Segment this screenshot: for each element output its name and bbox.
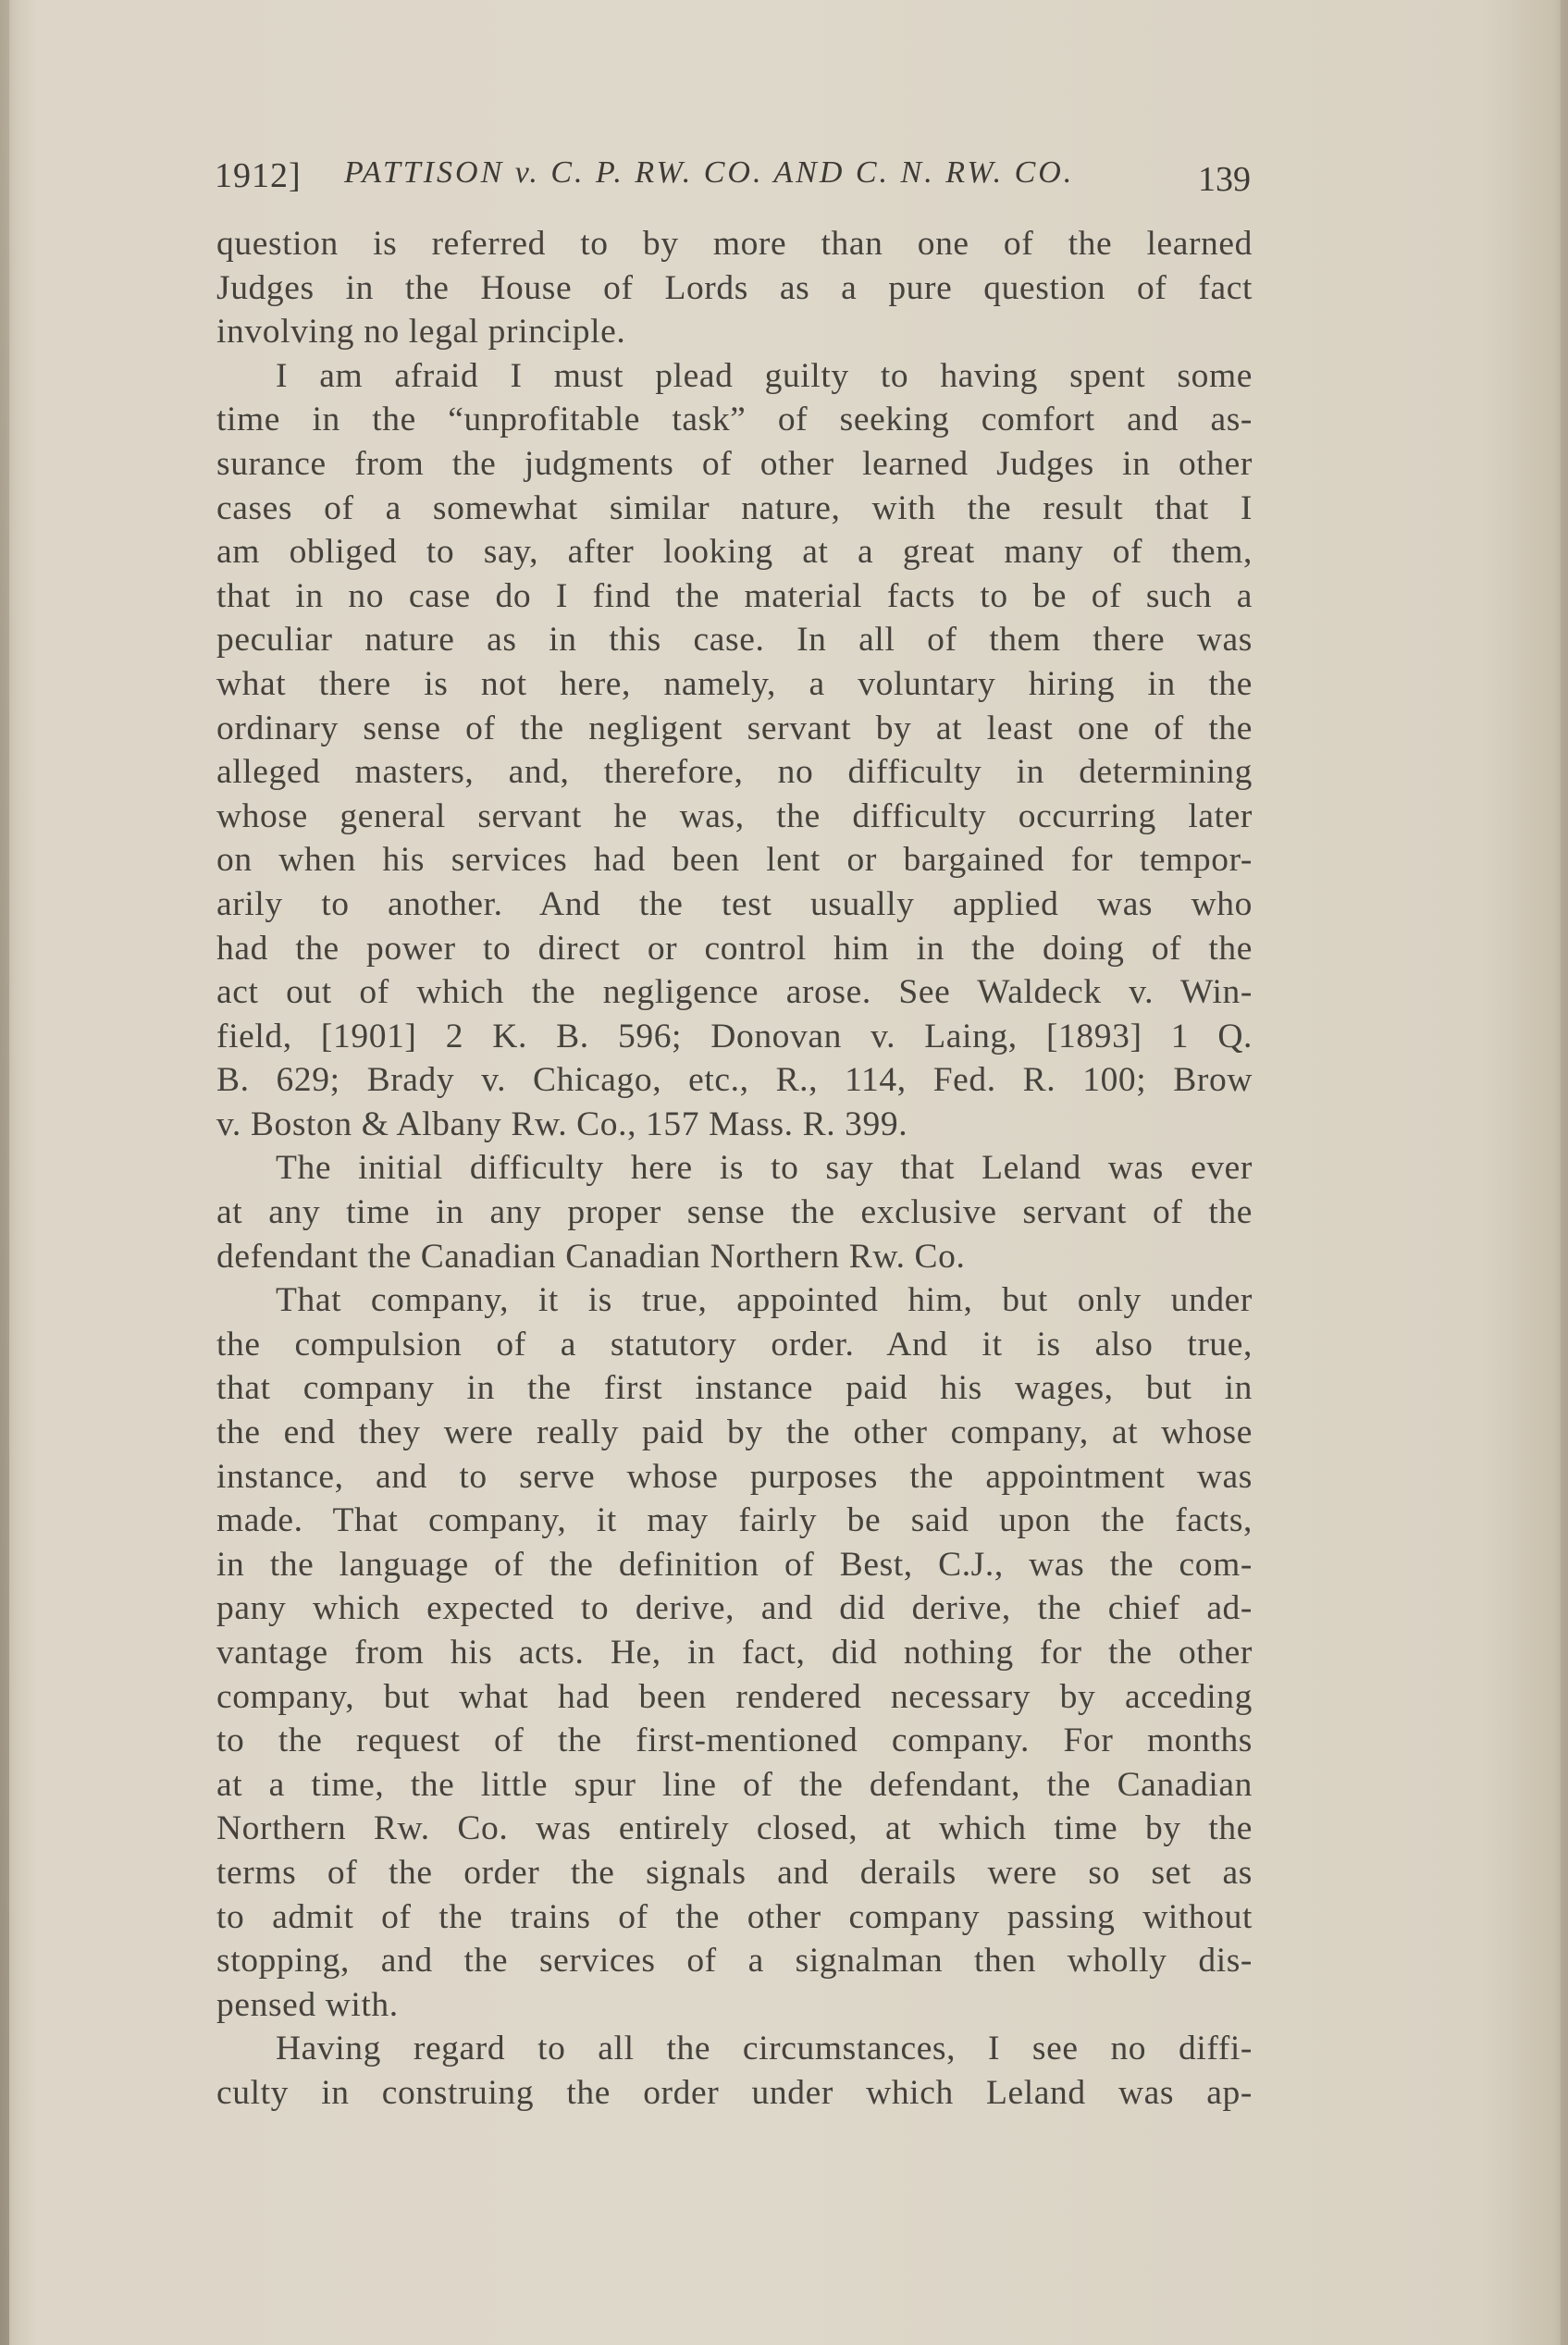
header-year: 1912]	[215, 156, 302, 195]
text-line: stopping, and the services of a signalman then wholly dis-	[216, 1942, 1253, 1981]
text-line: That company, it is true, appointed him, but only under	[276, 1281, 1253, 1320]
text-line: to the request of the first-mentioned company. For months	[216, 1722, 1253, 1760]
text-line: question is referred to by more than one of the learned	[216, 225, 1253, 263]
text-line: at a time, the little spur line of the defendant, the Canadian	[216, 1765, 1253, 1804]
text-line: I am afraid I must plead guilty to having spent some	[276, 356, 1253, 395]
page-edge-right	[1561, 0, 1568, 2345]
text-line: Having regard to all the circumstances, I see no diffi-	[276, 2030, 1253, 2068]
text-line: involving no legal principle.	[216, 313, 626, 352]
text-line: time in the “unprofitable task” of seeking comfort and as-	[216, 401, 1253, 439]
page-number: 139	[1198, 160, 1251, 199]
text-line: on when his services had been lent or bargained for tempor-	[216, 841, 1253, 880]
text-line: Northern Rw. Co. was entirely closed, at which time by the	[216, 1809, 1253, 1848]
text-line: in the language of the definition of Best, C.J., was the com-	[216, 1545, 1253, 1584]
text-line: am obliged to say, after looking at a great many of them,	[216, 533, 1253, 572]
text-line: terms of the order the signals and derails were so set as	[216, 1853, 1253, 1892]
page-edge-left	[0, 0, 9, 2345]
text-line: surance from the judgments of other learned Judges in other	[216, 444, 1253, 483]
text-line: ordinary sense of the negligent servant by at least one of the	[216, 709, 1253, 747]
text-line: had the power to direct or control him in the doing of the	[216, 929, 1253, 968]
body-text	[216, 222, 1253, 2116]
text-line: to admit of the trains of the other company passing without	[216, 1897, 1253, 1936]
text-line: act out of which the negligence arose. See Waldeck v. Win-	[216, 973, 1253, 1012]
text-line: at any time in any proper sense the exclusive servant of the	[216, 1193, 1253, 1232]
text-line: vantage from his acts. He, in fact, did nothing for the other	[216, 1634, 1253, 1672]
text-line: arily to another. And the test usually applied was who	[216, 884, 1253, 923]
text-line: the compulsion of a statutory order. And it is also true,	[216, 1325, 1253, 1364]
text-line: whose general servant he was, the difficulty occurring later	[216, 796, 1253, 835]
text-line: the end they were really paid by the other company, at whose	[216, 1413, 1253, 1452]
text-line: what there is not here, namely, a voluntary hiring in the	[216, 664, 1253, 703]
text-line: The initial difficulty here is to say that Leland was ever	[276, 1149, 1253, 1188]
text-line: pensed with.	[216, 1985, 399, 2024]
text-line: that company in the first instance paid his wages, but in	[216, 1369, 1253, 1408]
text-line: that in no case do I find the material facts to be of such a	[216, 576, 1253, 615]
running-header	[215, 148, 1251, 204]
text-line: company, but what had been rendered necessary by acceding	[216, 1677, 1253, 1716]
text-line: defendant the Canadian Canadian Northern Rw. Co.	[216, 1237, 966, 1276]
text-line: made. That company, it may fairly be said upon the facts,	[216, 1501, 1253, 1540]
text-line: v. Boston & Albany Rw. Co., 157 Mass. R. 399.	[216, 1105, 908, 1143]
header-case-title: PATTISON v. C. P. RW. CO. AND C. N. RW. CO.	[344, 155, 1075, 190]
text-line: peculiar nature as in this case. In all of them there was	[216, 621, 1253, 660]
text-line: instance, and to serve whose purposes the appointment was	[216, 1457, 1253, 1496]
text-line: alleged masters, and, therefore, no difficulty in determining	[216, 753, 1253, 792]
text-line: cases of a somewhat similar nature, with the result that I	[216, 488, 1253, 527]
text-line: field, [1901] 2 K. B. 596; Donovan v. Laing, [1893] 1 Q.	[216, 1017, 1253, 1055]
text-line: pany which expected to derive, and did derive, the chief ad-	[216, 1589, 1253, 1628]
text-line: culty in construing the order under which Leland was ap-	[216, 2073, 1253, 2112]
text-line: Judges in the House of Lords as a pure question of fact	[216, 268, 1253, 307]
text-line: B. 629; Brady v. Chicago, etc., R., 114, Fed. R. 100; Brow	[216, 1061, 1253, 1100]
